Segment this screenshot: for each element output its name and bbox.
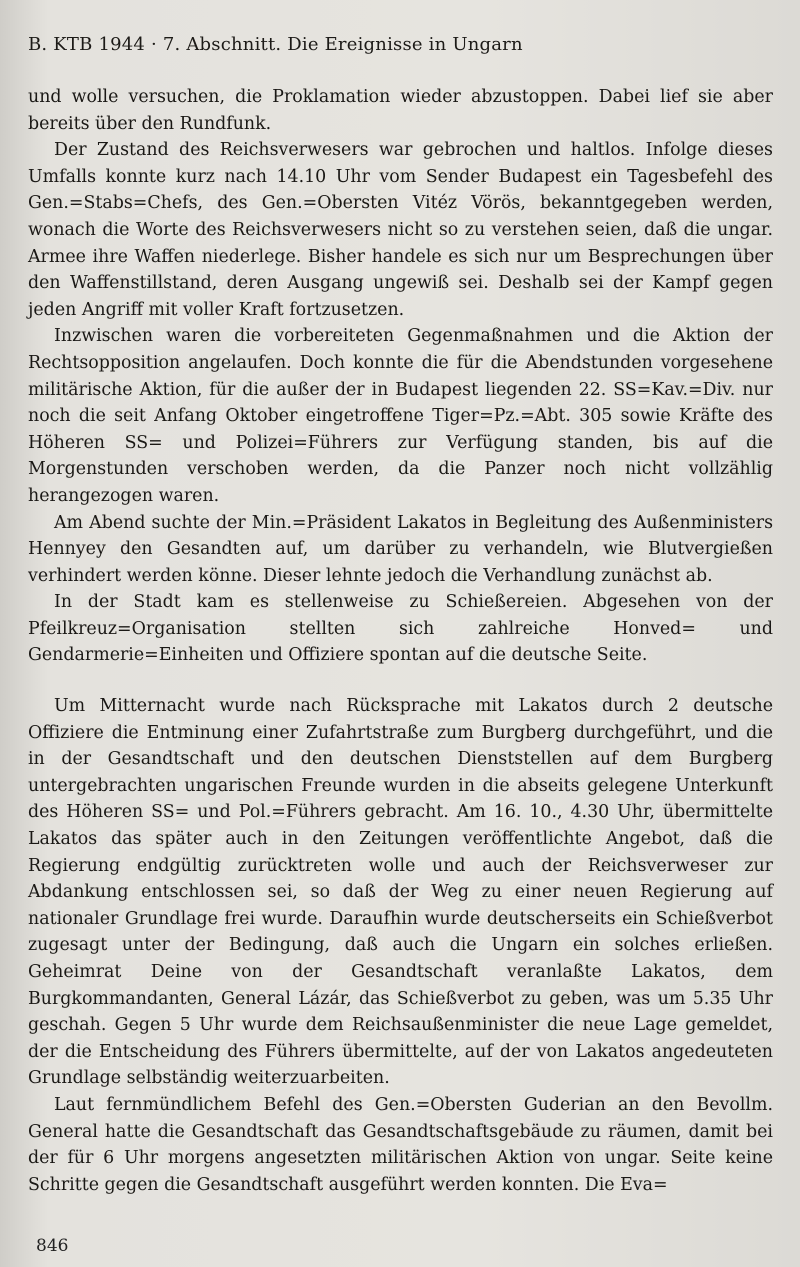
body-text — [28, 84, 773, 1198]
paragraph-6: Um Mitternacht wurde nach Rücksprache mit Lakatos durch 2 deutsche Offiziere die Entminung einer Zufahrtstraße zum Burgberg durchgeführt, und die in der Gesandtschaft und den deutschen Dienststellen auf dem Burgberg untergebrachten ungarischen Freunde wurden in die abseits gelegene Unterkunft des Höheren SS= und Pol.=Führers gebracht. Am 16. 10., 4.30 Uhr, übermittelte Lakatos das später auch in den Zeitungen veröffentlichte Angebot, daß die Regierung endgültig zurücktreten wolle und auch der Reichsverweser zur Abdankung entschlossen sei, so daß der Weg zu einer neuen Regierung auf nationaler Grundlage frei wurde. Daraufhin wurde deutscherseits ein Schießverbot zugesagt unter der Bedingung, daß auch die Ungarn ein solches erließen. Geheimrat Deine von der Gesandtschaft veranlaßte Lakatos, dem Burgkommandanten, General Lázár, das Schießverbot zu geben, was um 5.35 Uhr geschah. Gegen 5 Uhr wurde dem Reichsaußenminister die neue Lage gemeldet, der die Entscheidung des Führers übermittelte, auf der von Lakatos angedeuteten Grundlage selbständig weiterzuarbeiten. — [28, 696, 773, 1089]
paragraph-1: und wolle versuchen, die Proklamation wieder abzustoppen. Dabei lief sie aber bereits über den Rundfunk. — [28, 87, 773, 134]
paragraph-2: Der Zustand des Reichsverwesers war gebrochen und haltlos. Infolge dieses Umfalls konnte kurz nach 14.10 Uhr vom Sender Budapest ein Tagesbefehl des Gen.=Stabs=Chefs, des Gen.=Obersten Vitéz Vörös, bekanntgegeben werden, wonach die Worte des Reichsverwesers nicht so zu verstehen seien, daß die ungar. Armee ihre Waffen niederlege. Bisher handele es sich nur um Besprechungen über den Waffenstillstand, deren Ausgang ungewiß sei. Deshalb sei der Kampf gegen jeden Angriff mit voller Kraft fortzusetzen. — [28, 140, 773, 320]
paragraph-5: In der Stadt kam es stellenweise zu Schießereien. Abgesehen von der Pfeilkreuz=Organisation stellten sich zahlreiche Honved= und Gendarmerie=Einheiten und Offiziere spontan auf die deutsche Seite. — [28, 592, 773, 666]
paragraph-3: Inzwischen waren die vorbereiteten Gegenmaßnahmen und die Aktion der Rechtsopposition angelaufen. Doch konnte die für die Abendstunden vorgesehene militärische Aktion, für die außer der in Budapest liegenden 22. SS=Kav.=Div. nur noch die seit Anfang Oktober eingetroffene Tiger=Pz.=Abt. 305 sowie Kräfte des Höheren SS= und Polizei=Führers zur Verfügung standen, bis auf die Morgenstunden verschoben werden, da die Panzer noch nicht vollzählig herangezogen waren. — [28, 326, 773, 506]
paragraph-4: Am Abend suchte der Min.=Präsident Lakatos in Begleitung des Außenministers Hennyey den Gesandten auf, um darüber zu verhandeln, wie Blutvergießen verhindert werden könne. Dieser lehnte jedoch die Verhandlung zunächst ab. — [28, 512, 773, 586]
running-header: B. KTB 1944 · 7. Abschnitt. Die Ereignisse in Ungarn — [28, 34, 523, 55]
page-number: 846 — [36, 1236, 69, 1256]
paragraph-7: Laut fernmündlichem Befehl des Gen.=Obersten Guderian an den Bevollm. General hatte die Gesandtschaft das Gesandtschaftsgebäude zu räumen, damit bei der für 6 Uhr morgens angesetzten militärischen Aktion von ungar. Seite keine Schritte gegen die Gesandtschaft ausgeführt werden konnten. Die Eva= — [28, 1094, 773, 1195]
